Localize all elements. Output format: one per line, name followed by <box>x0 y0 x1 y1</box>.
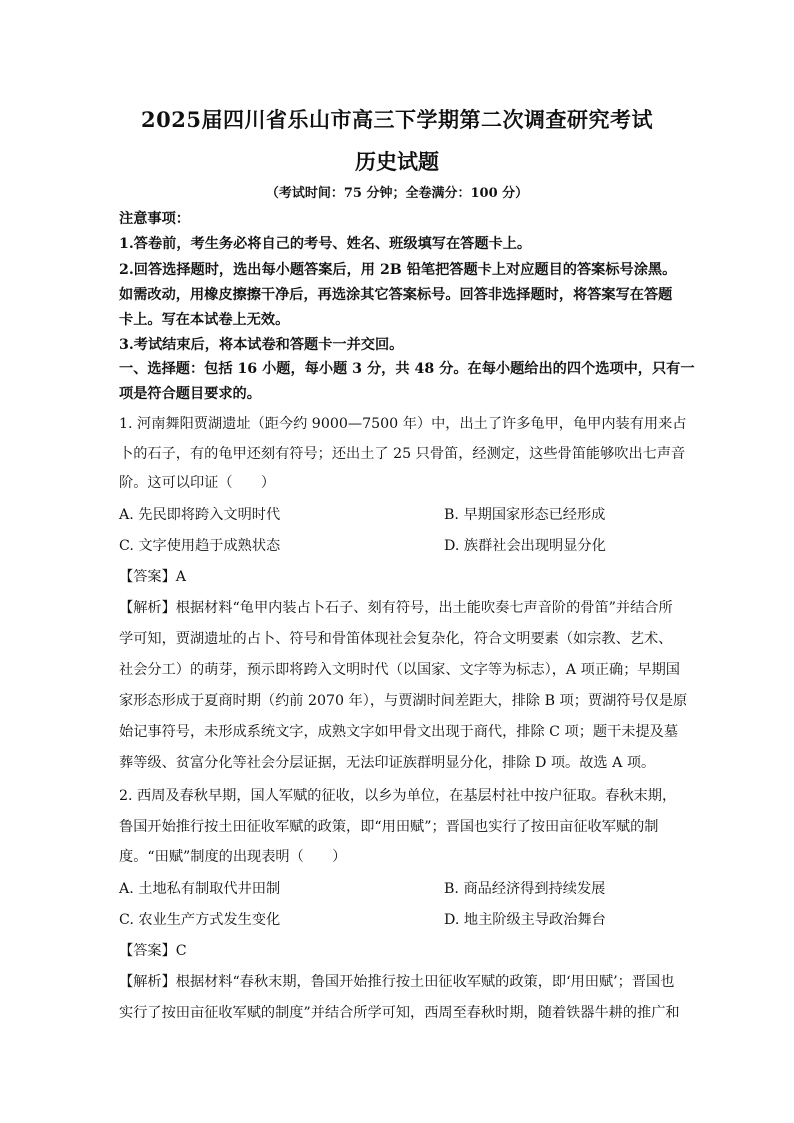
notes-line: 2.回答选择题时，选出每小题答案后，用 2B 铅笔把答题卡上对应题目的答案标号涂黑。 <box>119 262 677 278</box>
question-1-option-a: A. 先民即将跨入文明时代 <box>119 507 281 523</box>
question-1-option-b: B. 早期国家形态已经形成 <box>444 507 606 523</box>
exam-title: 2025届四川省乐山市高三下学期第二次调查研究考试 <box>141 107 653 132</box>
question-1-stem: 阶。这可以印证（ ） <box>119 475 276 491</box>
question-2-option-c: C. 农业生产方式发生变化 <box>119 912 281 928</box>
question-1-stem: 卜的石子，有的龟甲还刻有符号；还出土了 25 只骨笛，经测定，这些骨笛能够吹出七声音 <box>119 446 686 462</box>
question-2-analysis: 【解析】根据材料“春秋末期，鲁国开始推行按土田征收军赋的政策，即‘用田赋’；晋国也 <box>119 974 675 990</box>
question-2-option-a: A. 土地私有制取代井田制 <box>119 881 281 897</box>
question-1-answer: 【答案】A <box>119 569 186 585</box>
question-2-option-b: B. 商品经济得到持续发展 <box>444 881 606 897</box>
notes-line: 3.考试结束后，将本试卷和答题卡一并交回。 <box>119 337 404 353</box>
question-1-stem: 1. 河南舞阳贾湖遗址（距今约 9000—7500 年）中，出土了许多龟甲，龟甲内装有用来占 <box>119 416 687 432</box>
question-1-analysis: 葬等级、贫富分化等社会分层证据，无法印证族群明显分化，排除 D 项。故选 A 项。 <box>119 755 656 771</box>
exam-info: （考试时间：75 分钟；全卷满分：100 分） <box>265 186 529 201</box>
notes-line: 卡上。写在本试卷上无效。 <box>119 312 290 328</box>
question-2-answer: 【答案】C <box>119 943 187 959</box>
question-1-option-c: C. 文字使用趋于成熟状态 <box>119 538 281 554</box>
exam-subtitle: 历史试题 <box>355 149 439 174</box>
notes-heading: 注意事项： <box>119 211 190 227</box>
section-heading: 一、选择题：包括 16 小题，每小题 3 分，共 48 分。在每小题给出的四个选项中，只有一 <box>119 361 695 377</box>
question-1-analysis: 社会分工）的萌芽，预示即将跨入文明时代（以国家、文字等为标志），A 项正确；早期国 <box>119 662 680 678</box>
question-1-analysis: 始记事符号，未形成系统文字，成熟文字如甲骨文出现于商代，排除 C 项；题干未提及墓 <box>119 724 679 740</box>
question-1-analysis: 家形态形成于夏商时期（约前 2070 年），与贾湖时间差距大，排除 B 项；贾湖符号仅是原 <box>119 693 688 709</box>
question-2-stem: 度。“田赋”制度的出现表明（ ） <box>119 849 347 865</box>
question-1-analysis: 学可知，贾湖遗址的占卜、符号和骨笛体现社会复杂化，符合文明要素（如宗教、艺术、 <box>119 631 673 647</box>
question-2-analysis: 实行了按田亩征收军赋的制度”并结合所学可知，西周至春秋时期，随着铁器牛耕的推广和 <box>119 1005 680 1021</box>
notes-line: 1.答卷前，考生务必将自己的考号、姓名、班级填写在答题卡上。 <box>119 236 532 252</box>
section-heading: 项是符合题目要求的。 <box>119 386 261 402</box>
notes-line: 如需改动，用橡皮擦擦干净后，再选涂其它答案标号。回答非选择题时，将答案写在答题 <box>119 287 673 303</box>
question-2-stem: 鲁国开始推行按土田征收军赋的政策，即“用田赋”；晋国也实行了按田亩征收军赋的制 <box>119 819 659 835</box>
question-1-option-d: D. 族群社会出现明显分化 <box>444 538 606 554</box>
question-2-option-d: D. 地主阶级主导政治舞台 <box>444 912 606 928</box>
question-1-analysis: 【解析】根据材料“龟甲内装占卜石子、刻有符号，出土能吹奏七声音阶的骨笛”并结合所 <box>119 600 673 616</box>
question-2-stem: 2. 西周及春秋早期，国人军赋的征收，以乡为单位，在基层村社中按户征取。春秋末期， <box>119 788 677 804</box>
